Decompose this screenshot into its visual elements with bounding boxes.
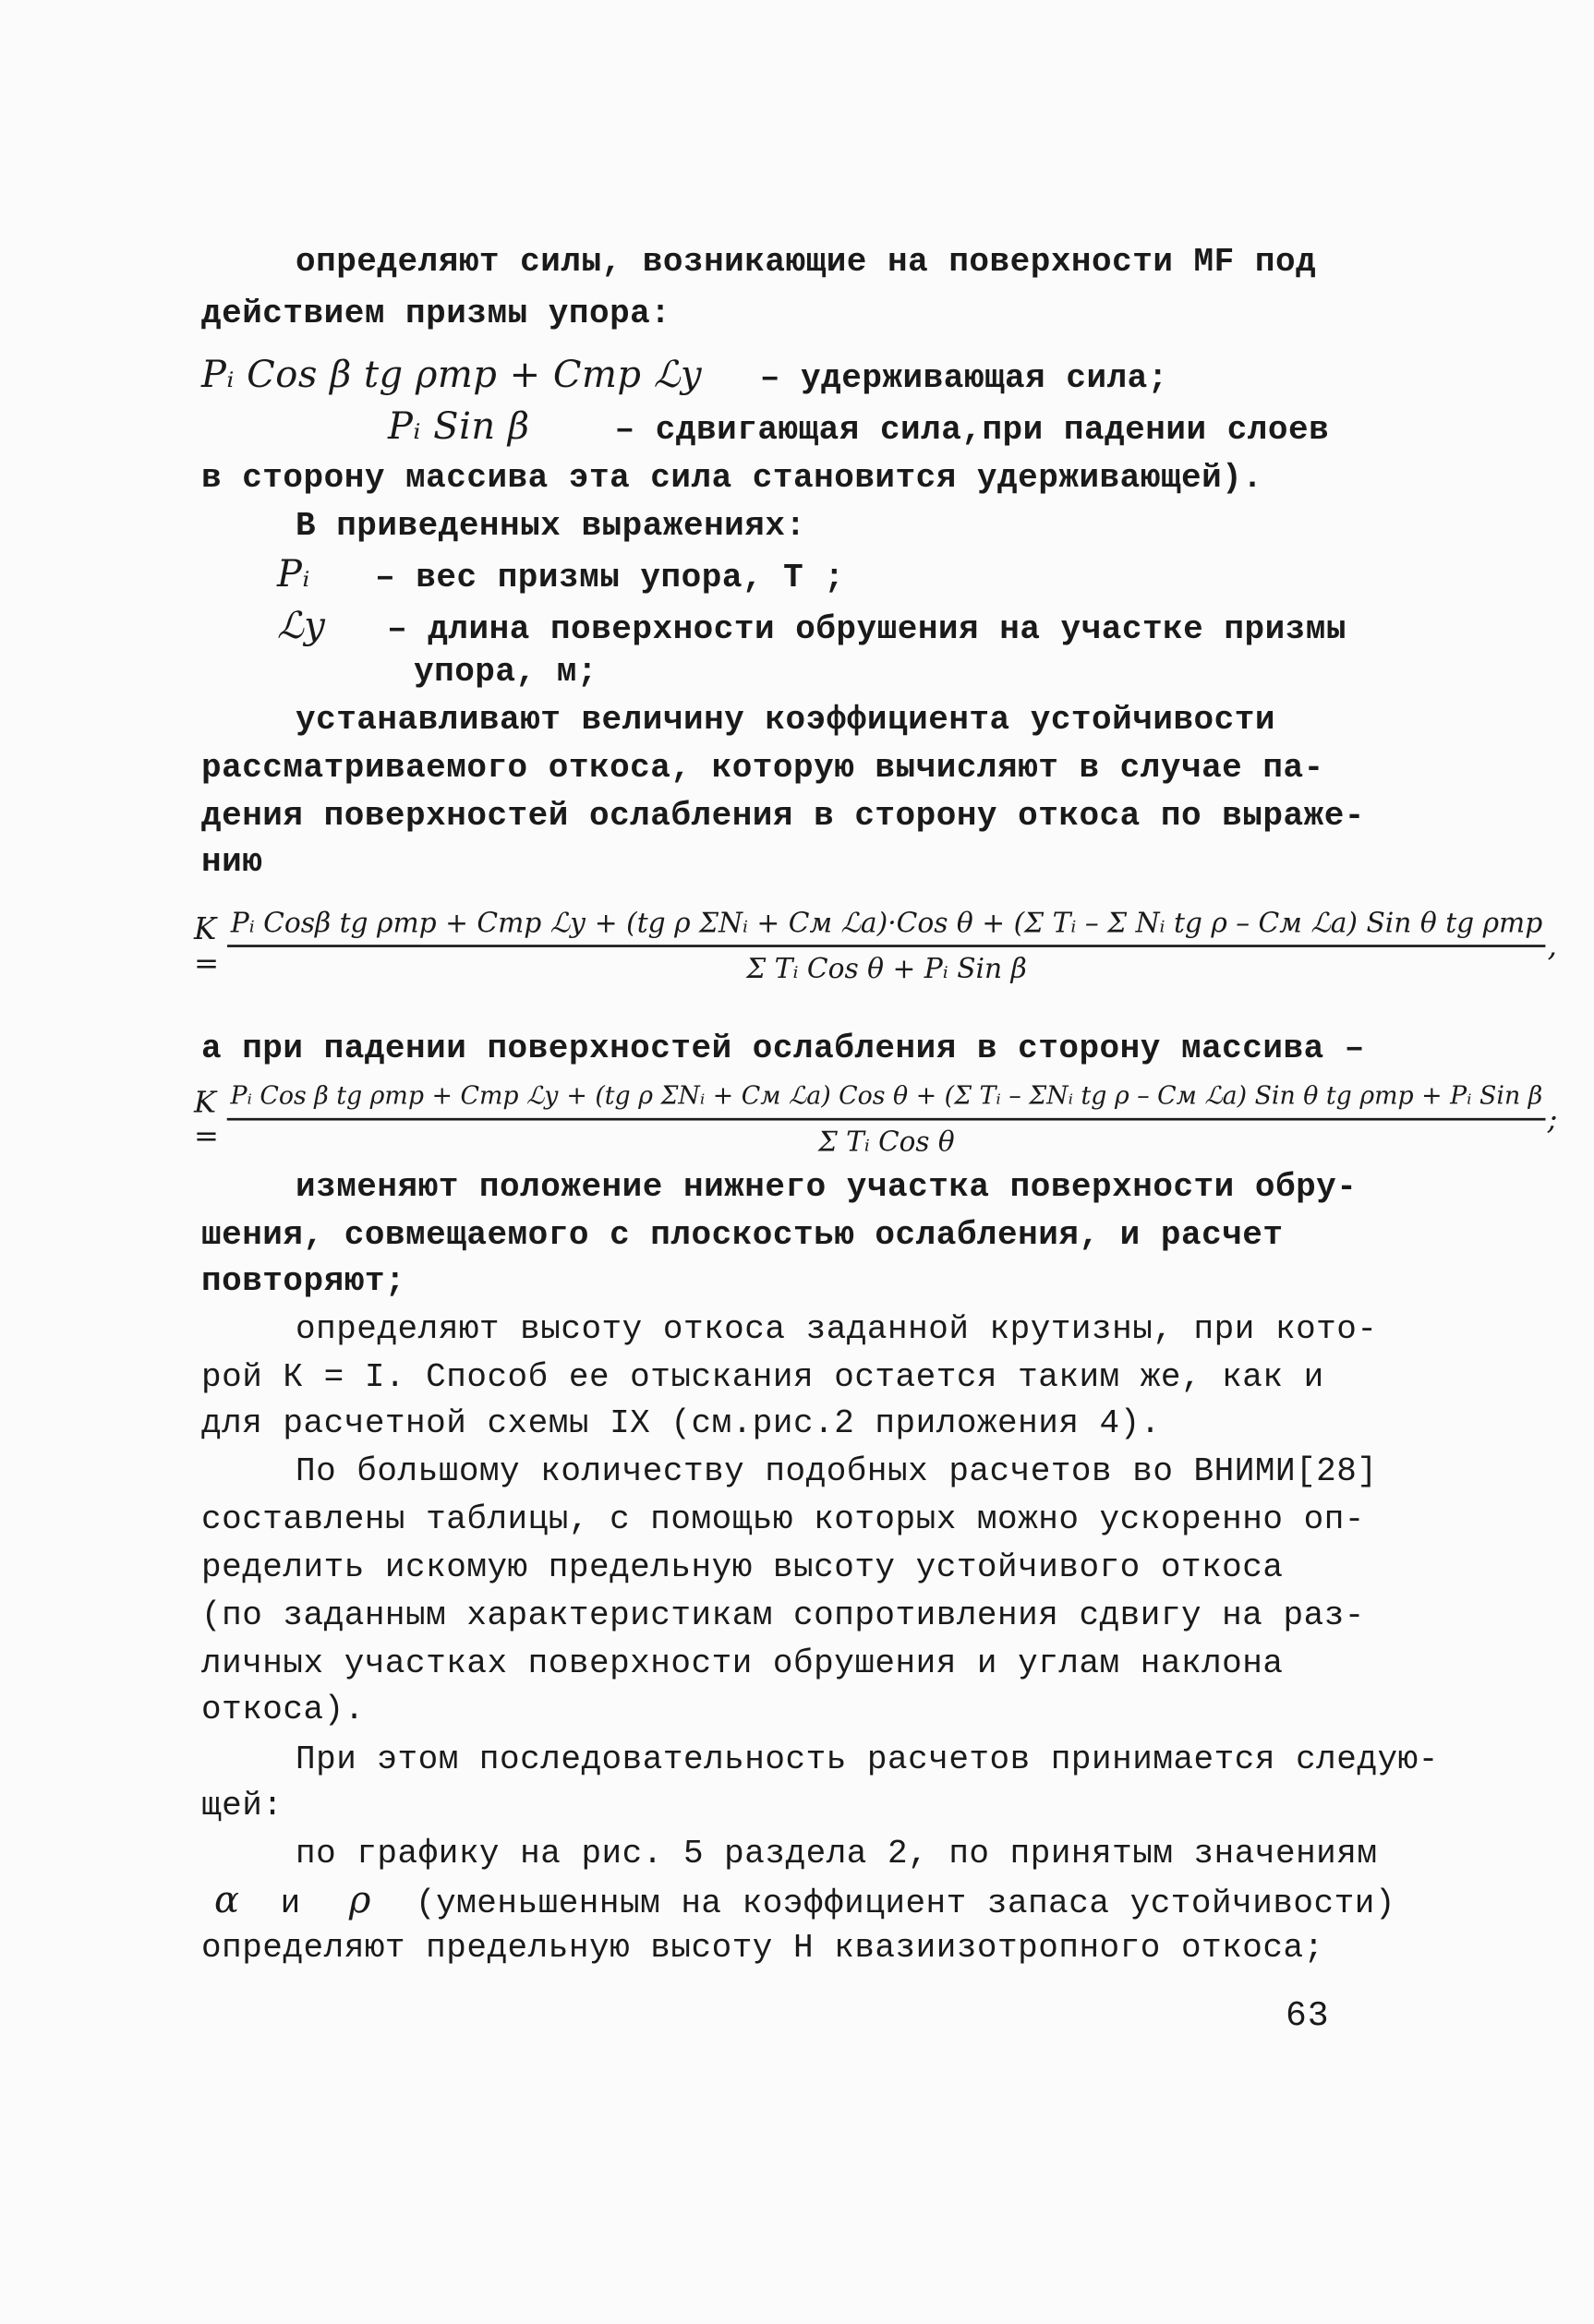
text-line: в сторону массива эта сила становится удерживающей).: [201, 459, 1263, 497]
alpha-symbol: α: [214, 1879, 240, 1921]
text-line: дения поверхностей ослабления в сторону откоса по выраже-: [201, 797, 1365, 835]
text-line: По большому количеству подобных расчетов во ВНИМИ[28]: [296, 1452, 1378, 1490]
text-line: составлены таблицы, с помощью которых можно ускоренно оп-: [201, 1500, 1365, 1538]
shear-force-label: – сдвигающая сила,при падении слоев: [614, 411, 1330, 449]
stability-formula-massif: [194, 1078, 1557, 1160]
text-line: изменяют положение нижнего участка поверхности обру-: [296, 1168, 1358, 1206]
text-line: рассматриваемого откоса, которую вычисляют в случае па-: [201, 749, 1324, 787]
formula-tail: ;: [1547, 1102, 1558, 1137]
text-line: (уменьшенным на коэффициент запаса устойчивости): [415, 1884, 1395, 1922]
shear-force-expression: Pᵢ Sin β: [388, 405, 530, 448]
formula-fraction: [227, 1078, 1546, 1160]
formula-tail: ,: [1547, 929, 1557, 963]
text-line: В приведенных выражениях:: [296, 507, 806, 545]
text-line: При этом последовательность расчетов принимается следую-: [296, 1740, 1439, 1778]
text-line: рой К = I. Способ ее отыскания остается таким же, как и: [201, 1358, 1324, 1396]
text-line: упора, м;: [414, 653, 598, 691]
holding-force-label: – удерживающая сила;: [759, 359, 1168, 397]
formula-numerator: Pᵢ Cos β tg ρтр + Cтр ℒу + (tg ρ ΣNᵢ + Cм ℒа) Cos θ + (Σ Tᵢ – ΣNᵢ tg ρ – Cм ℒа) Sin θ tg ρтр + Pᵢ Sin β: [227, 1078, 1546, 1121]
formula-lhs: K =: [194, 1085, 219, 1153]
text-line: откоса).: [201, 1691, 365, 1728]
text-line: определяют предельную высоту H квазиизотропного откоса;: [201, 1929, 1324, 1967]
text-line: шения, совмещаемого с плоскостью ослабления, и расчет: [201, 1216, 1284, 1254]
text-line: определяют высоту откоса заданной крутизны, при кото-: [296, 1310, 1378, 1348]
text-line: по графику на рис. 5 раздела 2, по принятым значениям: [296, 1835, 1378, 1872]
symbols-line: [214, 1880, 1395, 1924]
formula-shear-force-line: [388, 406, 1329, 451]
text-line: а при падении поверхностей ослабления в сторону массива –: [201, 1030, 1365, 1067]
definition-symbol: ℒу: [277, 605, 327, 647]
text-line: (по заданным характеристикам сопротивления сдвигу на раз-: [201, 1596, 1365, 1634]
formula-denominator: Σ Tᵢ Cos θ + Pᵢ Sin β: [746, 952, 1027, 985]
definition-symbol: Pᵢ: [277, 553, 310, 596]
formula-fraction: [227, 905, 1546, 987]
definition-length-line: [277, 606, 1346, 650]
text-line: личных участках поверхности обрушения и углам наклона: [201, 1644, 1284, 1682]
conjunction: и: [280, 1884, 301, 1922]
text-line: для расчетной схемы IX (см.рис.2 приложения 4).: [201, 1404, 1161, 1442]
text-line: устанавливают величину коэффициента устойчивости: [296, 701, 1275, 739]
text-line: повторяют;: [201, 1262, 406, 1300]
page-number: 63: [1286, 1996, 1330, 2036]
stability-formula-slope: [194, 905, 1557, 987]
formula-holding-force-line: [201, 355, 1168, 399]
text-line: ределить искомую предельную высоту устойчивого откоса: [201, 1548, 1284, 1586]
definition-weight-line: [277, 554, 844, 598]
holding-force-expression: Pᵢ Cos β tg ρтр + Cтр ℒу: [201, 354, 703, 396]
text-line: щей:: [201, 1787, 284, 1824]
formula-denominator: Σ Tᵢ Cos θ: [817, 1125, 955, 1158]
formula-numerator: Pᵢ Cosβ tg ρтр + Cтр ℒу + (tg ρ ΣNᵢ + Cм ℒа)·Cos θ + (Σ Tᵢ – Σ Nᵢ tg ρ – Cм ℒа) Sin θ tg ρтр: [227, 905, 1546, 947]
text-line: определяют силы, возникающие на поверхности MF под: [296, 243, 1317, 281]
rho-symbol: ρ: [348, 1879, 371, 1921]
definition-text: – вес призмы упора, Т ;: [375, 559, 845, 596]
definition-text: – длина поверхности обрушения на участке призмы: [387, 610, 1346, 648]
text-line: нию: [201, 843, 263, 881]
text-line: действием призмы упора:: [201, 295, 671, 332]
formula-lhs: K =: [194, 911, 220, 981]
